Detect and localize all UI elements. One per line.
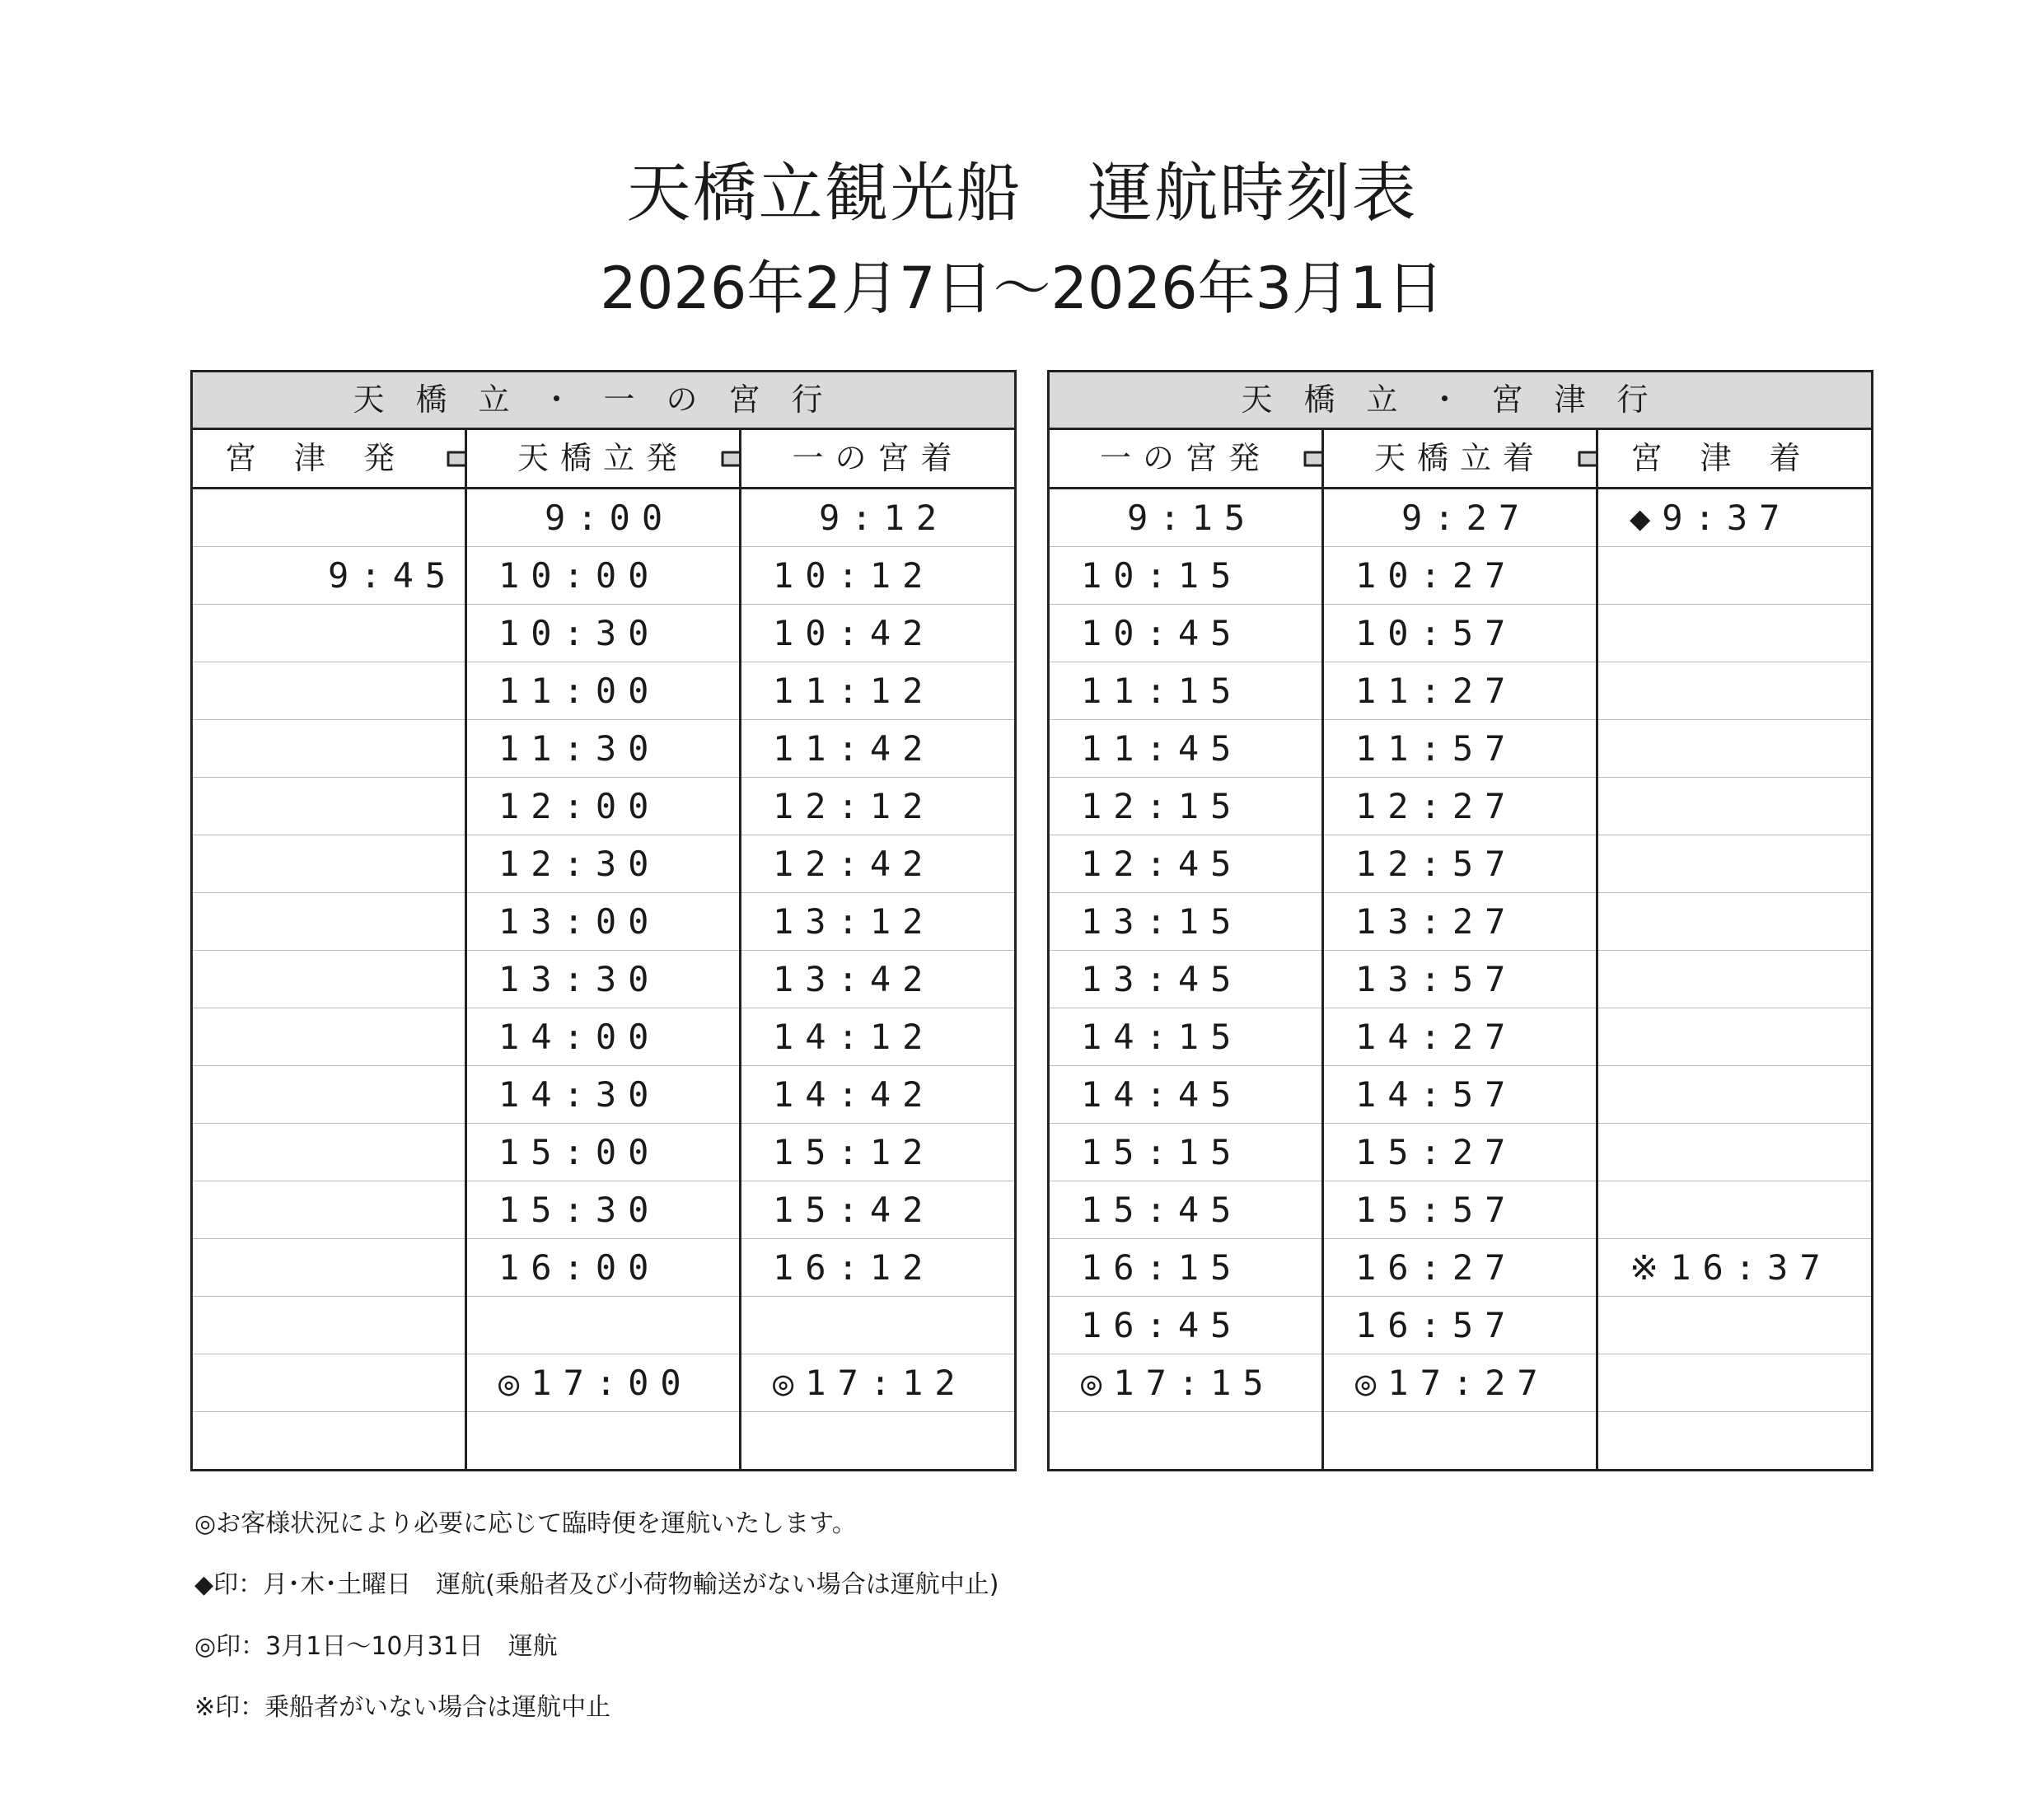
time-cell: 13:45 <box>1049 951 1323 1008</box>
table-row <box>1049 1066 1873 1124</box>
time-cell: 14:42 <box>741 1066 1016 1124</box>
time-cell: 13:15 <box>1049 893 1323 951</box>
table-row <box>1049 1008 1873 1066</box>
table-row <box>1049 1239 1873 1297</box>
time-cell: 15:57 <box>1323 1181 1597 1239</box>
table-row <box>1049 662 1873 720</box>
time-cell: 13:57 <box>1323 951 1597 1008</box>
arrow-right-icon <box>721 445 741 473</box>
time-cell: 11:30 <box>466 720 741 778</box>
time-cell: 15:15 <box>1049 1124 1323 1181</box>
time-cell: 10:45 <box>1049 605 1323 662</box>
time-cell: 10:12 <box>741 547 1016 605</box>
time-cell: 13:12 <box>741 893 1016 951</box>
time-cell <box>192 1008 466 1066</box>
time-cell <box>1597 1412 1873 1471</box>
time-cell: 16:45 <box>1049 1297 1323 1354</box>
time-cell <box>192 1412 466 1471</box>
table-row <box>1049 893 1873 951</box>
time-cell: ◎17:00 <box>466 1354 741 1412</box>
time-cell <box>192 893 466 951</box>
time-cell: 11:15 <box>1049 662 1323 720</box>
time-cell <box>192 1181 466 1239</box>
time-cell <box>1597 1124 1873 1181</box>
table-row <box>1049 489 1873 547</box>
time-cell <box>1597 1181 1873 1239</box>
time-cell <box>192 605 466 662</box>
note-reference-mark: ※印：乗船者がいない場合は運航中止 <box>194 1693 611 1722</box>
table-row <box>192 778 1016 835</box>
time-cell: 16:27 <box>1323 1239 1597 1297</box>
time-cell: 9:12 <box>741 489 1016 547</box>
time-cell <box>1597 835 1873 893</box>
time-cell: 13:42 <box>741 951 1016 1008</box>
table-row <box>192 951 1016 1008</box>
table-row <box>192 1181 1016 1239</box>
time-cell: 11:12 <box>741 662 1016 720</box>
note-double-circle: ◎印：3月1日～10月31日 運航 <box>194 1632 558 1661</box>
time-cell: ◎17:27 <box>1323 1354 1597 1412</box>
right-col-miyazu-arrive: 宮津着 <box>1597 429 1873 489</box>
time-cell <box>741 1297 1016 1354</box>
table-row <box>1049 1297 1873 1354</box>
time-cell: 15:42 <box>741 1181 1016 1239</box>
time-cell: 13:27 <box>1323 893 1597 951</box>
time-cell <box>466 1297 741 1354</box>
time-cell <box>1597 1354 1873 1412</box>
time-cell <box>1597 893 1873 951</box>
table-row <box>192 1297 1016 1354</box>
time-cell: 16:12 <box>741 1239 1016 1297</box>
left-col-amanohashidate-depart: 天橋立発 <box>466 429 741 489</box>
time-cell <box>192 1239 466 1297</box>
time-cell: 16:57 <box>1323 1297 1597 1354</box>
time-cell <box>192 662 466 720</box>
note-extra-service: ◎お客様状況により必要に応じて臨時便を運航いたします。 <box>194 1509 857 1538</box>
time-cell <box>1597 547 1873 605</box>
table-row <box>192 1239 1016 1297</box>
time-cell: 14:57 <box>1323 1066 1597 1124</box>
time-cell: 10:15 <box>1049 547 1323 605</box>
table-row <box>1049 1181 1873 1239</box>
table-row <box>1049 1412 1873 1471</box>
time-cell: ※16:37 <box>1597 1239 1873 1297</box>
time-cell: 12:12 <box>741 778 1016 835</box>
table-row <box>192 1354 1016 1412</box>
time-cell: 10:42 <box>741 605 1016 662</box>
table-row <box>1049 605 1873 662</box>
table-row <box>192 893 1016 951</box>
time-cell <box>1597 1066 1873 1124</box>
table-row <box>192 662 1016 720</box>
time-cell: 15:27 <box>1323 1124 1597 1181</box>
time-cell: 15:12 <box>741 1124 1016 1181</box>
time-cell <box>1597 778 1873 835</box>
arrow-right-icon <box>1578 445 1597 473</box>
table-row <box>1049 1354 1873 1412</box>
time-cell <box>192 1354 466 1412</box>
time-cell: 15:00 <box>466 1124 741 1181</box>
time-cell: 9:45 <box>192 547 466 605</box>
time-cell <box>1597 605 1873 662</box>
date-range: 2026年2月7日～2026年3月1日 <box>600 255 1444 322</box>
table-row <box>192 489 1016 547</box>
table-row <box>1049 547 1873 605</box>
time-cell: 10:27 <box>1323 547 1597 605</box>
time-cell <box>1597 662 1873 720</box>
time-cell: 15:45 <box>1049 1181 1323 1239</box>
table-row <box>192 547 1016 605</box>
arrow-right-icon <box>447 445 466 473</box>
time-cell: 15:30 <box>466 1181 741 1239</box>
time-cell <box>192 720 466 778</box>
time-cell <box>1323 1412 1597 1471</box>
time-cell <box>741 1412 1016 1471</box>
timetable-right <box>1047 370 1873 1471</box>
time-cell: 12:30 <box>466 835 741 893</box>
time-cell <box>192 778 466 835</box>
time-cell: 10:30 <box>466 605 741 662</box>
timetable-left <box>190 370 1017 1471</box>
right-col-ichinomiya-depart: 一の宮発 <box>1049 429 1323 489</box>
table-row <box>192 1066 1016 1124</box>
time-cell <box>1597 1008 1873 1066</box>
table-row <box>1049 835 1873 893</box>
time-cell: 12:45 <box>1049 835 1323 893</box>
time-cell <box>1597 720 1873 778</box>
time-cell: 16:15 <box>1049 1239 1323 1297</box>
right-table-header: 天橋立・宮津行 <box>1049 372 1873 429</box>
time-cell: ◎17:12 <box>741 1354 1016 1412</box>
time-cell <box>192 1297 466 1354</box>
table-row <box>1049 778 1873 835</box>
table-row <box>192 720 1016 778</box>
time-cell: 14:12 <box>741 1008 1016 1066</box>
time-cell <box>192 1124 466 1181</box>
time-cell <box>192 951 466 1008</box>
time-cell: 11:27 <box>1323 662 1597 720</box>
time-cell: 10:00 <box>466 547 741 605</box>
time-cell <box>1049 1412 1323 1471</box>
time-cell: 12:42 <box>741 835 1016 893</box>
table-row <box>192 605 1016 662</box>
time-cell: 14:27 <box>1323 1008 1597 1066</box>
table-row <box>192 1124 1016 1181</box>
time-cell: 11:45 <box>1049 720 1323 778</box>
time-cell: 14:15 <box>1049 1008 1323 1066</box>
page-title: 天橋立観光船 運航時刻表 <box>626 157 1418 231</box>
table-row <box>192 1412 1016 1471</box>
time-cell: 14:00 <box>466 1008 741 1066</box>
time-cell: 13:00 <box>466 893 741 951</box>
time-cell: ◎17:15 <box>1049 1354 1323 1412</box>
time-cell: 11:00 <box>466 662 741 720</box>
table-row <box>192 1008 1016 1066</box>
left-table-header: 天橋立・一の宮行 <box>192 372 1016 429</box>
time-cell <box>192 1066 466 1124</box>
time-cell <box>192 835 466 893</box>
arrow-right-icon <box>1303 445 1323 473</box>
time-cell: 12:00 <box>466 778 741 835</box>
note-diamond: ◆印：月･木･土曜日 運航(乗船者及び小荷物輸送がない場合は運航中止) <box>194 1570 999 1599</box>
time-cell: ◆9:37 <box>1597 489 1873 547</box>
time-cell: 11:42 <box>741 720 1016 778</box>
time-cell: 14:45 <box>1049 1066 1323 1124</box>
time-cell: 9:27 <box>1323 489 1597 547</box>
time-cell: 13:30 <box>466 951 741 1008</box>
time-cell: 12:15 <box>1049 778 1323 835</box>
time-cell <box>1597 951 1873 1008</box>
time-cell: 9:15 <box>1049 489 1323 547</box>
left-col-ichinomiya-arrive: 一の宮着 <box>741 429 1016 489</box>
time-cell <box>466 1412 741 1471</box>
table-row <box>1049 720 1873 778</box>
time-cell <box>192 489 466 547</box>
time-cell: 11:57 <box>1323 720 1597 778</box>
time-cell <box>1597 1297 1873 1354</box>
time-cell: 14:30 <box>466 1066 741 1124</box>
table-row <box>1049 951 1873 1008</box>
time-cell: 12:27 <box>1323 778 1597 835</box>
time-cell: 16:00 <box>466 1239 741 1297</box>
left-col-miyazu-depart: 宮津発 <box>192 429 466 489</box>
time-cell: 12:57 <box>1323 835 1597 893</box>
time-cell: 9:00 <box>466 489 741 547</box>
table-row <box>192 835 1016 893</box>
table-row <box>1049 1124 1873 1181</box>
right-col-amanohashidate-arrive: 天橋立着 <box>1323 429 1597 489</box>
time-cell: 10:57 <box>1323 605 1597 662</box>
